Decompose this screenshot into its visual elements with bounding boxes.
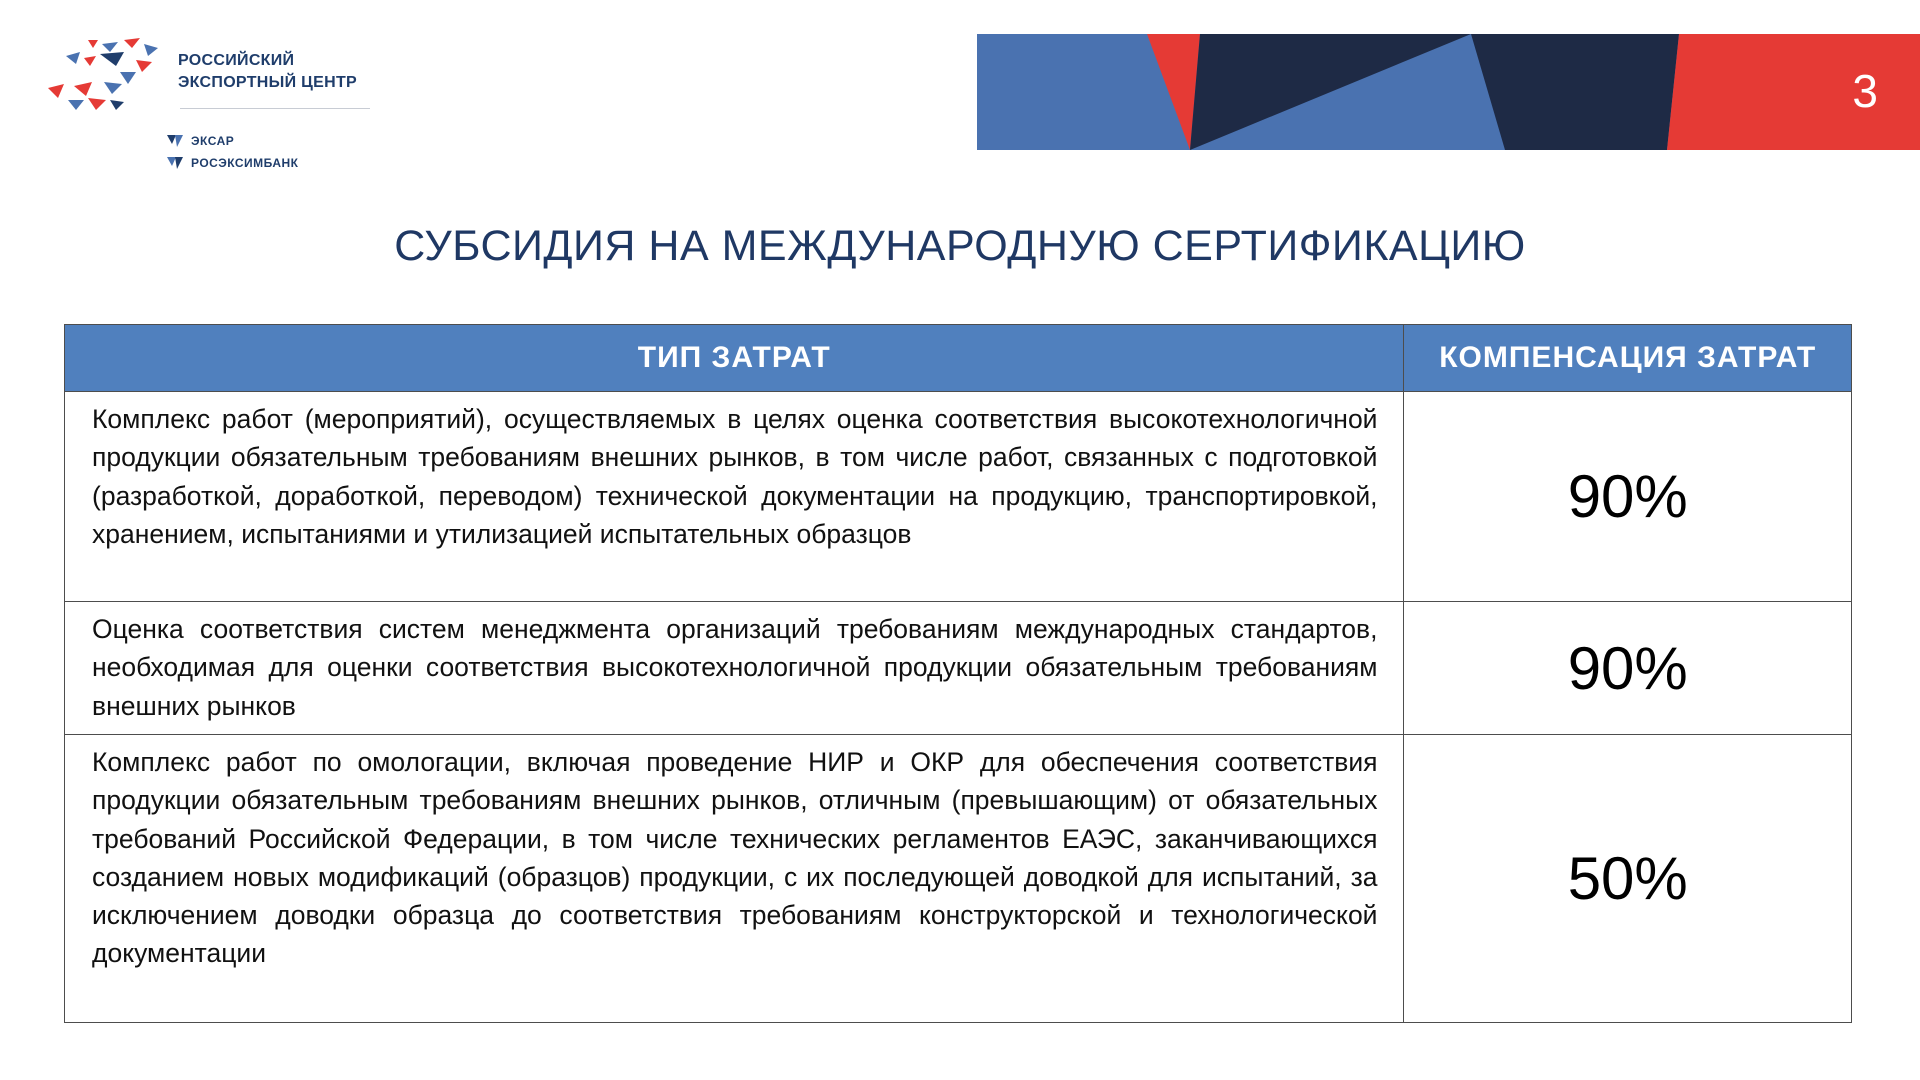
sub-brands <box>167 130 299 174</box>
slide-title: СУБСИДИЯ НА МЕЖДУНАРОДНУЮ СЕРТИФИКАЦИЮ <box>394 222 1526 270</box>
compensation-cell: 90% <box>1404 602 1852 735</box>
subsidy-table <box>64 324 1852 1023</box>
page-number: 3 <box>1852 65 1878 117</box>
cost-type-cell: Комплекс работ (мероприятий), осуществляемых в целях оценка соответствия высокотехнологичной продукции обязательным требованиям внешних рынков, в том числе работ, связанных с подготовкой (разработкой, доработкой, переводом) технической документации на продукцию, транспортировкой, хранением, испытаниями и утилизацией испытательных образцов <box>65 392 1404 602</box>
sub-brand-label: ЭКСАР <box>191 134 235 148</box>
sub-brand-eximbank <box>167 152 299 174</box>
table-row <box>65 602 1852 735</box>
column-header-type: ТИП ЗАТРАТ <box>65 325 1404 392</box>
cost-type-cell: Оценка соответствия систем менеджмента организаций требованиям международных стандартов, необходимая для оценки соответствия высокотехнологичной продукции обязательным требованиям внешних рынков <box>65 602 1404 735</box>
table-header-row <box>65 325 1852 392</box>
header-banner <box>977 34 1920 150</box>
compensation-cell: 50% <box>1404 735 1852 1023</box>
column-header-compensation: КОМПЕНСАЦИЯ ЗАТРАТ <box>1404 325 1852 392</box>
sub-brand-label: РОСЭКСИМБАНК <box>191 156 299 170</box>
cost-type-cell: Комплекс работ по омологации, включая проведение НИР и ОКР для обеспечения соответствия продукции обязательным требованиям внешних рынков, отличным (превышающим) от обязательных требований Российской Федерации, в том числе технических регламентов ЕАЭС, заканчивающихся созданием новых модификаций (образцов) продукции, с их последующей доводкой для испытаний, за исключением доводки образца до соответствия требованиям конструкторской и технологической документации <box>65 735 1404 1023</box>
logo-title-line2: ЭКСПОРТНЫЙ ЦЕНТР <box>178 74 357 91</box>
rec-logo-mark-icon <box>40 38 170 118</box>
logo-divider <box>180 108 370 109</box>
triangle-icon <box>167 135 183 147</box>
table-row <box>65 392 1852 602</box>
table-row <box>65 735 1852 1023</box>
compensation-cell: 90% <box>1404 392 1852 602</box>
triangle-icon <box>167 157 183 169</box>
logo-title <box>178 50 357 94</box>
sub-brand-exiar <box>167 130 299 152</box>
rec-logo <box>40 38 380 178</box>
logo-title-line1: РОССИЙСКИЙ <box>178 52 295 69</box>
